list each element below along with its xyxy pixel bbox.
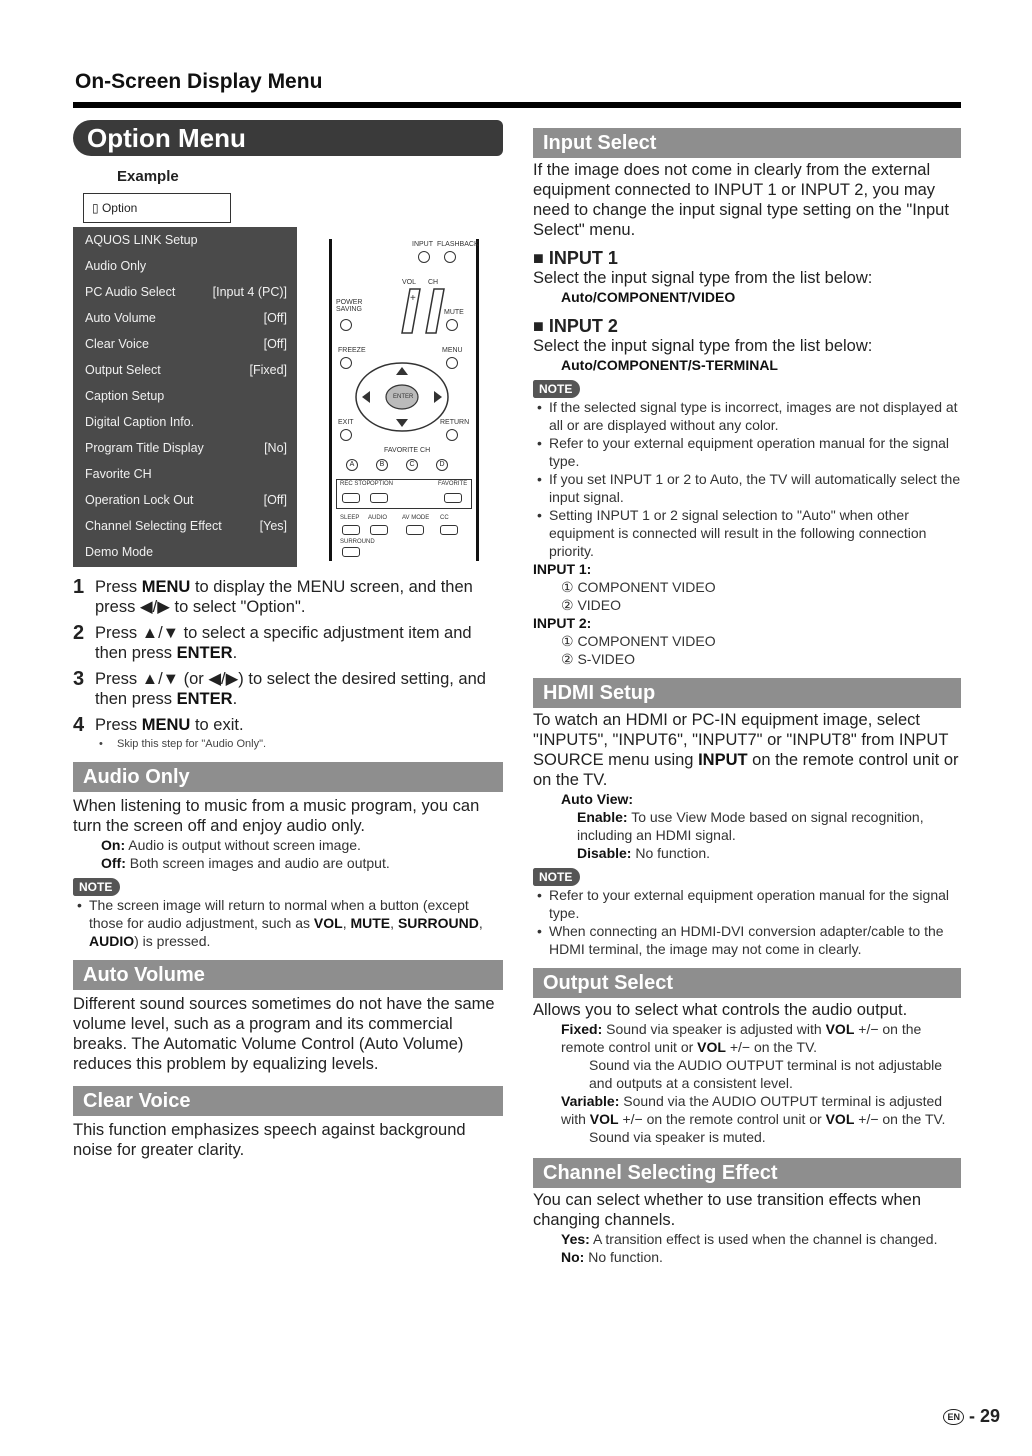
remote-enter-label: ENTER <box>393 394 414 400</box>
audio-only-banner: Audio Only <box>73 762 503 792</box>
step-text: . <box>232 690 238 708</box>
note-keyword: AUDIO <box>89 933 135 949</box>
remote-ch-label: CH <box>428 279 439 286</box>
priority1-item: ② VIDEO <box>561 597 622 613</box>
b-button: B <box>376 459 388 471</box>
menu-item-label: Caption Setup <box>85 389 165 403</box>
step-item <box>73 715 503 752</box>
menu-item-label: Audio Only <box>85 259 147 273</box>
step-note: • Skip this step for "Audio Only". <box>95 737 503 752</box>
enable-line <box>533 808 961 844</box>
note-badge: NOTE <box>533 380 580 398</box>
remote-favorite-ch-label: FAVORITE CH <box>384 447 431 454</box>
audio-off-text: Both screen images and audio are output. <box>129 855 390 871</box>
step-item <box>73 577 503 617</box>
audio-off-line <box>73 854 503 872</box>
remote-rec-stop-label: REC STOP <box>340 481 371 487</box>
return-button <box>446 429 458 441</box>
note-sep: , <box>478 915 483 931</box>
yes-text: A transition effect is used when the channel is changed. <box>592 1231 938 1247</box>
note-sep: , <box>390 915 398 931</box>
note-badge: NOTE <box>73 878 120 896</box>
svg-text:+: + <box>410 293 416 304</box>
favorite-button <box>444 493 462 503</box>
surround-button <box>342 547 360 557</box>
no-label: No: <box>561 1249 585 1265</box>
fixed-line <box>533 1020 961 1056</box>
remote-exit-label: EXIT <box>338 419 354 426</box>
hdmi-setup-body <box>533 710 961 790</box>
page-footer <box>943 1406 1000 1427</box>
fixed-text: +/− on the TV. <box>725 1039 818 1055</box>
clear-voice-body: This function emphasizes speech against background noise for greater clarity. <box>73 1121 466 1159</box>
step-number: 4 <box>73 714 85 736</box>
fixed-label: Fixed: <box>561 1021 603 1037</box>
menu-item[interactable] <box>73 357 297 383</box>
hdmi-setup-banner: HDMI Setup <box>533 678 961 708</box>
variable-text: +/− on the TV. <box>854 1111 946 1127</box>
audio-on-text: Audio is output without screen image. <box>128 837 361 853</box>
square-bullet-icon: ■ <box>533 316 549 336</box>
step-text: Press <box>95 578 142 596</box>
remote-audio-label: AUDIO <box>368 515 388 521</box>
step-text: to exit. <box>190 716 244 734</box>
input-button <box>418 251 430 263</box>
note-badge: NOTE <box>533 868 580 886</box>
option-box <box>83 193 231 223</box>
yes-label: Yes: <box>561 1231 590 1247</box>
audio-on-line <box>73 836 503 854</box>
step-keyword: MENU <box>141 578 191 596</box>
variable-extra: Sound via speaker is muted. <box>589 1129 766 1145</box>
variable-label: Variable: <box>561 1093 620 1109</box>
yes-line <box>533 1230 961 1248</box>
menu-item[interactable] <box>73 461 297 487</box>
fixed-extra: Sound via the AUDIO OUTPUT terminal is not adjustable and outputs at a consistent level. <box>589 1057 943 1091</box>
menu-item[interactable] <box>73 409 297 435</box>
option-box-icon: ▯ <box>92 201 102 215</box>
menu-item-value: [Fixed] <box>249 363 287 377</box>
step-number: 2 <box>73 622 85 644</box>
option-box-label: Option <box>101 201 138 215</box>
steps-list <box>73 577 503 752</box>
channel-effect-banner: Channel Selecting Effect <box>533 1158 961 1188</box>
menu-item[interactable] <box>73 305 297 331</box>
auto-volume-banner: Auto Volume <box>73 960 503 990</box>
audio-off-label: Off: <box>101 855 126 871</box>
note-item <box>73 896 503 950</box>
fixed-keyword: VOL <box>825 1021 855 1037</box>
menu-item[interactable] <box>73 253 297 279</box>
menu-item[interactable] <box>73 383 297 409</box>
menu-item[interactable] <box>73 487 297 513</box>
remote-sleep-label: SLEEP <box>340 515 360 521</box>
step-text: . <box>232 644 238 662</box>
remote-av-mode-label: AV MODE <box>402 515 430 521</box>
option-button <box>370 493 388 503</box>
note-item: • Refer to your external equipment operation manual for the signal type. <box>533 886 961 922</box>
sleep-button <box>342 525 360 535</box>
language-badge-icon: EN <box>943 1409 964 1425</box>
menu-item-value: [Yes] <box>259 519 287 533</box>
clear-voice-banner: Clear Voice <box>73 1086 503 1116</box>
menu-item-label: Operation Lock Out <box>85 493 194 507</box>
menu-item-label: Output Select <box>85 363 161 377</box>
mute-button <box>446 319 458 331</box>
menu-item-value: [Off] <box>263 493 287 507</box>
enable-label: Enable: <box>577 809 628 825</box>
step-item <box>73 623 503 663</box>
heading-rule <box>73 102 961 108</box>
enable-text: To use View Mode based on signal recognition, including an HDMI signal. <box>577 809 924 843</box>
step-keyword: ENTER <box>176 690 233 708</box>
input2-heading-text: INPUT 2 <box>548 316 618 336</box>
flashback-button <box>444 251 456 263</box>
menu-item-value: [Off] <box>263 311 287 325</box>
av-mode-button <box>406 525 424 535</box>
exit-button <box>340 429 352 441</box>
menu-item-label: Demo Mode <box>85 545 154 559</box>
menu-item[interactable] <box>73 227 297 253</box>
right-column <box>533 128 961 1266</box>
menu-item-label: AQUOS LINK Setup <box>85 233 198 247</box>
input2-heading <box>533 316 961 336</box>
menu-item-value: [No] <box>264 441 287 455</box>
priority2-heading: INPUT 2: <box>533 615 592 631</box>
remote-mute-label: MUTE <box>444 309 464 316</box>
disable-label: Disable: <box>577 845 632 861</box>
footer-dash: - <box>968 1406 980 1426</box>
note-item: • If the selected signal type is incorrect, images are not displayed at all or are displayed without any color. <box>533 398 961 434</box>
a-button: A <box>346 459 358 471</box>
step-number: 1 <box>73 576 85 598</box>
step-text: Press ▲/▼ (or ◀/▶) to select the desired setting, and then press <box>95 670 486 708</box>
auto-view-label: Auto View: <box>561 791 634 807</box>
input1-heading-text: INPUT 1 <box>548 248 618 268</box>
input2-options: Auto/COMPONENT/S-TERMINAL <box>561 357 778 373</box>
remote-surround-label: SURROUND <box>340 539 375 545</box>
menu-item-label: Digital Caption Info. <box>85 415 195 429</box>
option-menu-banner: Option Menu <box>73 120 503 156</box>
remote-power-saving-label: POWER SAVING <box>336 299 363 313</box>
step-note-list <box>95 737 503 752</box>
menu-item[interactable] <box>73 435 297 461</box>
note-keyword: MUTE <box>350 915 391 931</box>
menu-item-value: [Input 4 (PC)] <box>212 285 287 299</box>
menu-item-value: [Off] <box>263 337 287 351</box>
auto-volume-body: Different sound sources sometimes do not have the same volume level, such as a program and its commercial breaks. The Automatic Volume Control (Auto Volume) reduces this problem by equalizing levels. <box>73 995 495 1073</box>
note-item: • When connecting an HDMI-DVI conversion adapter/cable to the HDMI terminal, the image may not come in clearly. <box>533 922 961 958</box>
no-text: No function. <box>588 1249 663 1265</box>
rec-stop-button <box>342 493 360 503</box>
menu-item[interactable] <box>73 279 297 305</box>
power-saving-button <box>340 319 352 331</box>
note-item: • Refer to your external equipment operation manual for the signal type. <box>533 434 961 470</box>
variable-keyword: VOL <box>825 1111 855 1127</box>
example-label: Example <box>117 168 179 185</box>
menu-item-label: Clear Voice <box>85 337 149 351</box>
input-select-notes <box>533 398 961 560</box>
step-keyword: MENU <box>141 716 191 734</box>
fixed-text: +/− on the remote control unit or <box>561 1021 922 1055</box>
square-bullet-icon: ■ <box>533 248 549 268</box>
variable-line <box>533 1092 961 1128</box>
menu-item[interactable] <box>73 331 297 357</box>
variable-text: Sound via the AUDIO OUTPUT terminal is adjusted with <box>561 1093 943 1127</box>
input-select-body: If the image does not come in clearly from the external equipment connected to INPUT 1 or INPUT 2, you may need to change the input signal type setting on the "Input Select" menu. <box>533 161 949 239</box>
note-item: • If you set INPUT 1 or 2 to Auto, the TV will automatically select the input signal. <box>533 470 961 506</box>
note-keyword: VOL <box>313 915 343 931</box>
note-keyword: SURROUND <box>397 915 479 931</box>
variable-text: +/− on the remote control unit or <box>618 1111 826 1127</box>
audio-button <box>370 525 388 535</box>
cc-button <box>440 525 458 535</box>
disable-text: No function. <box>635 845 711 861</box>
menu-item-label: Program Title Display <box>85 441 204 455</box>
step-text: Press ▲/▼ to select a specific adjustment item and then press <box>95 624 472 662</box>
step-text: to display the MENU screen, and then press ◀/▶ to select "Option". <box>95 578 473 616</box>
output-select-body: Allows you to select what controls the audio output. <box>533 1001 908 1019</box>
hdmi-body-text: on the remote control unit or on the TV. <box>533 751 959 789</box>
menu-item-label: Auto Volume <box>85 311 156 325</box>
fixed-text: Sound via speaker is adjusted with <box>606 1021 826 1037</box>
remote-menu-label: MENU <box>442 347 463 354</box>
menu-example-area <box>73 227 503 567</box>
note-text: The screen image will return to normal when a button (except those for audio adjustment, such as <box>89 897 469 931</box>
c-button: C <box>406 459 418 471</box>
audio-only-notes <box>73 896 503 950</box>
hdmi-body-keyword: INPUT <box>698 751 748 769</box>
remote-favorite-label: FAVORITE <box>438 481 468 487</box>
note-sep: , <box>342 915 351 931</box>
d-button: D <box>436 459 448 471</box>
remote-illustration <box>329 239 479 561</box>
disable-line <box>533 844 961 862</box>
priority2-item: ② S-VIDEO <box>561 651 636 667</box>
priority2-item: ① COMPONENT VIDEO <box>561 633 716 649</box>
priority1-item: ① COMPONENT VIDEO <box>561 579 716 595</box>
remote-flashback-label: FLASHBACK <box>437 241 479 248</box>
remote-input-label: INPUT <box>412 241 433 248</box>
freeze-button <box>340 357 352 369</box>
channel-effect-body: You can select whether to use transition effects when changing channels. <box>533 1191 921 1229</box>
menu-item-label: Favorite CH <box>85 467 152 481</box>
remote-option-label: OPTION <box>370 481 394 487</box>
audio-only-body: When listening to music from a music program, you can turn the screen off and enjoy audio only. <box>73 797 480 835</box>
output-select-banner: Output Select <box>533 968 961 998</box>
fixed-keyword: VOL <box>697 1039 726 1055</box>
menu-item-label: Channel Selecting Effect <box>85 519 222 533</box>
page-heading: On-Screen Display Menu <box>75 70 323 93</box>
remote-freeze-label: FREEZE <box>338 347 366 354</box>
menu-item[interactable] <box>73 513 297 539</box>
no-line <box>533 1248 961 1266</box>
note-text: ) is pressed. <box>134 933 211 949</box>
remote-return-label: RETURN <box>440 419 470 426</box>
input2-text: Select the input signal type from the list below: <box>533 337 873 355</box>
step-number: 3 <box>73 668 85 690</box>
menu-item[interactable] <box>73 539 297 565</box>
hdmi-notes <box>533 886 961 958</box>
step-keyword: ENTER <box>176 644 233 662</box>
hdmi-body-text: To watch an HDMI or PC-IN equipment image, select "INPUT5", "INPUT6", "INPUT7" or "INPUT8" from INPUT SOURCE menu using <box>533 711 949 769</box>
input1-options: Auto/COMPONENT/VIDEO <box>561 289 736 305</box>
input-select-banner: Input Select <box>533 128 961 158</box>
option-menu-panel <box>73 227 297 567</box>
menu-item-label: PC Audio Select <box>85 285 176 299</box>
input1-text: Select the input signal type from the list below: <box>533 269 873 287</box>
priority1-heading: INPUT 1: <box>533 561 592 577</box>
remote-vol-label: VOL <box>402 279 417 286</box>
audio-on-label: On: <box>101 837 126 853</box>
remote-cc-label: CC <box>440 515 449 521</box>
page-number: 29 <box>979 1406 1000 1426</box>
variable-keyword: VOL <box>589 1111 619 1127</box>
vol-ch-rockers <box>382 287 452 337</box>
input1-heading <box>533 248 961 268</box>
note-item: • Setting INPUT 1 or 2 signal selection to "Auto" when other equipment is connected will result in the following connection priority. <box>533 506 961 560</box>
left-column <box>73 120 503 1160</box>
step-text: Press <box>95 716 142 734</box>
step-item <box>73 669 503 709</box>
